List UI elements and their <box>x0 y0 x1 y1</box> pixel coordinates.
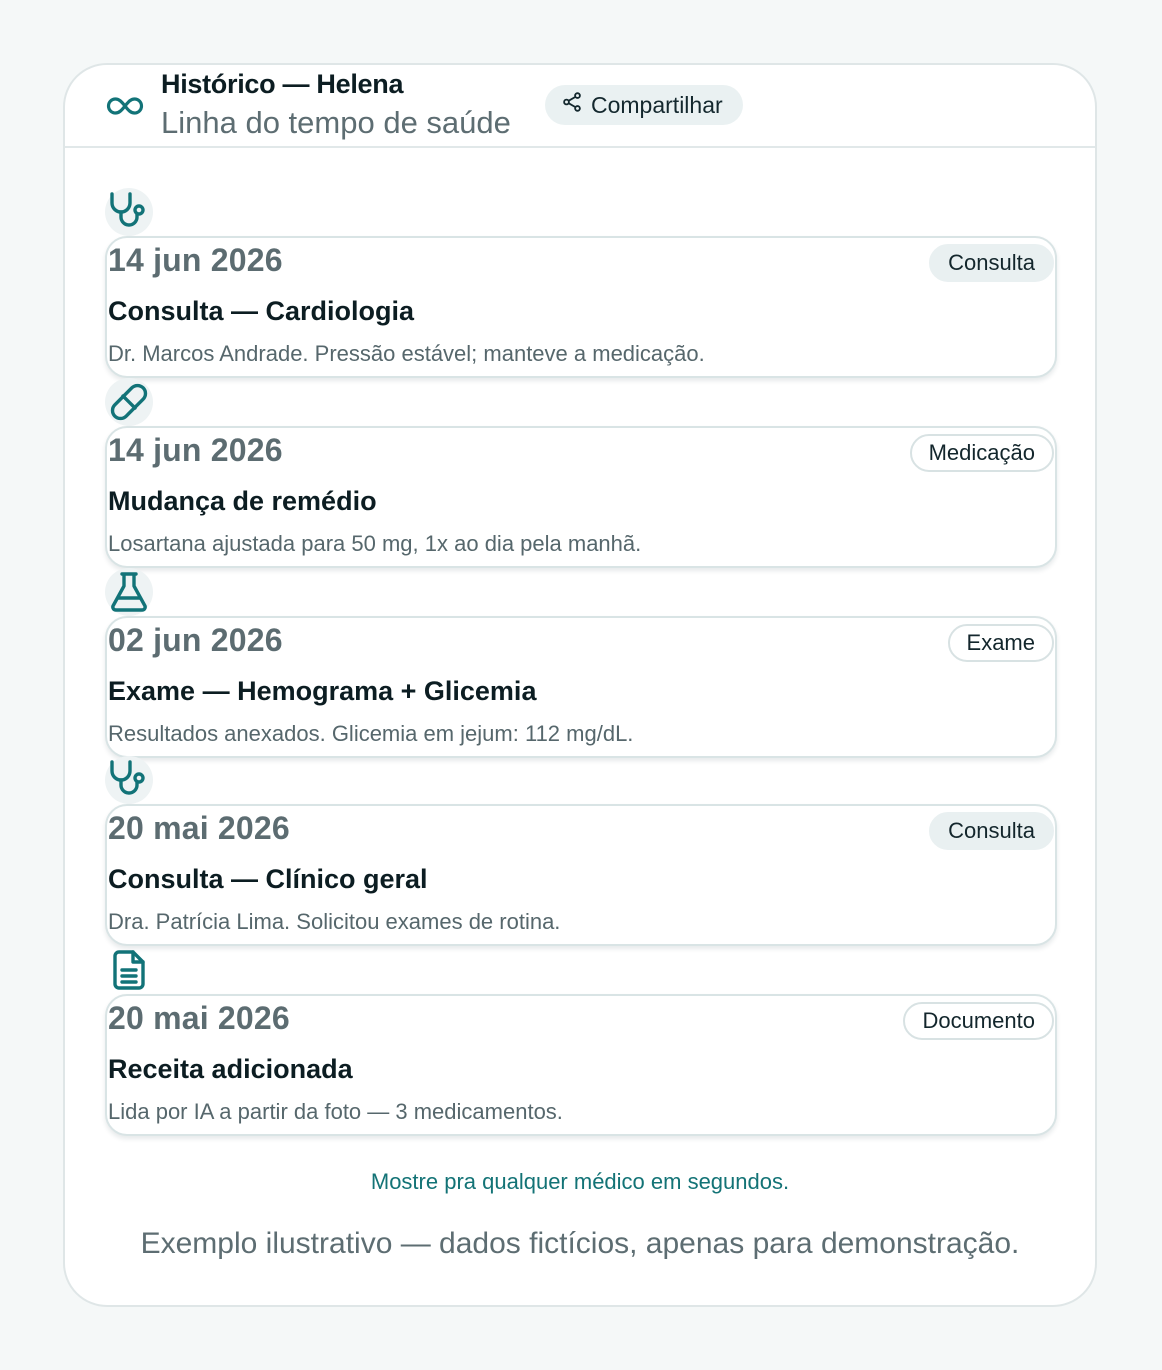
entry-tag: Consulta <box>929 812 1054 850</box>
share-label: Compartilhar <box>591 91 723 118</box>
entry-date: 20 mai 2026 <box>108 1000 290 1036</box>
entry-description: Dr. Marcos Andrade. Pressão estável; manteve a medicação. <box>108 341 705 366</box>
share-button[interactable] <box>545 85 743 125</box>
page-subtitle: Linha do tempo de saúde <box>161 105 511 140</box>
timeline-entry[interactable] <box>105 804 1057 946</box>
stethoscope-icon <box>105 188 153 236</box>
disclaimer: Exemplo ilustrativo — dados fictícios, apenas para demonstração. <box>140 1227 1020 1260</box>
timeline-card <box>63 63 1097 1307</box>
page-title: Histórico — Helena <box>161 69 404 99</box>
tagline: Mostre pra qualquer médico em segundos. <box>370 1169 790 1194</box>
entry-date: 02 jun 2026 <box>108 622 283 658</box>
card-header <box>65 65 1095 148</box>
flask-icon <box>105 568 153 616</box>
entry-tag: Medicação <box>910 434 1054 472</box>
entry-date: 14 jun 2026 <box>108 242 283 278</box>
entry-description: Lida por IA a partir da foto — 3 medicamentos. <box>108 1099 563 1124</box>
entry-title: Consulta — Clínico geral <box>108 864 428 894</box>
entry-tag: Exame <box>948 624 1054 662</box>
entry-title: Exame — Hemograma + Glicemia <box>108 676 537 706</box>
pill-icon <box>105 378 153 426</box>
entry-title: Mudança de remédio <box>108 486 377 516</box>
entry-tag: Consulta <box>929 244 1054 282</box>
timeline-entry[interactable] <box>105 236 1057 378</box>
entry-title: Consulta — Cardiologia <box>108 296 415 326</box>
entry-title: Receita adicionada <box>108 1054 353 1084</box>
entry-tag: Documento <box>903 1002 1054 1040</box>
entry-description: Resultados anexados. Glicemia em jejum: 112 mg/dL. <box>108 721 634 746</box>
infinity-icon <box>105 91 145 121</box>
entry-date: 20 mai 2026 <box>108 810 290 846</box>
entry-date: 14 jun 2026 <box>108 432 283 468</box>
timeline-entry[interactable] <box>105 616 1057 758</box>
entry-description: Dra. Patrícia Lima. Solicitou exames de rotina. <box>108 909 561 934</box>
document-icon <box>105 946 153 994</box>
share-icon <box>561 91 583 119</box>
stethoscope-icon <box>105 756 153 804</box>
entry-description: Losartana ajustada para 50 mg, 1x ao dia pela manhã. <box>108 531 642 556</box>
timeline-entry[interactable] <box>105 426 1057 568</box>
timeline-entry[interactable] <box>105 994 1057 1136</box>
